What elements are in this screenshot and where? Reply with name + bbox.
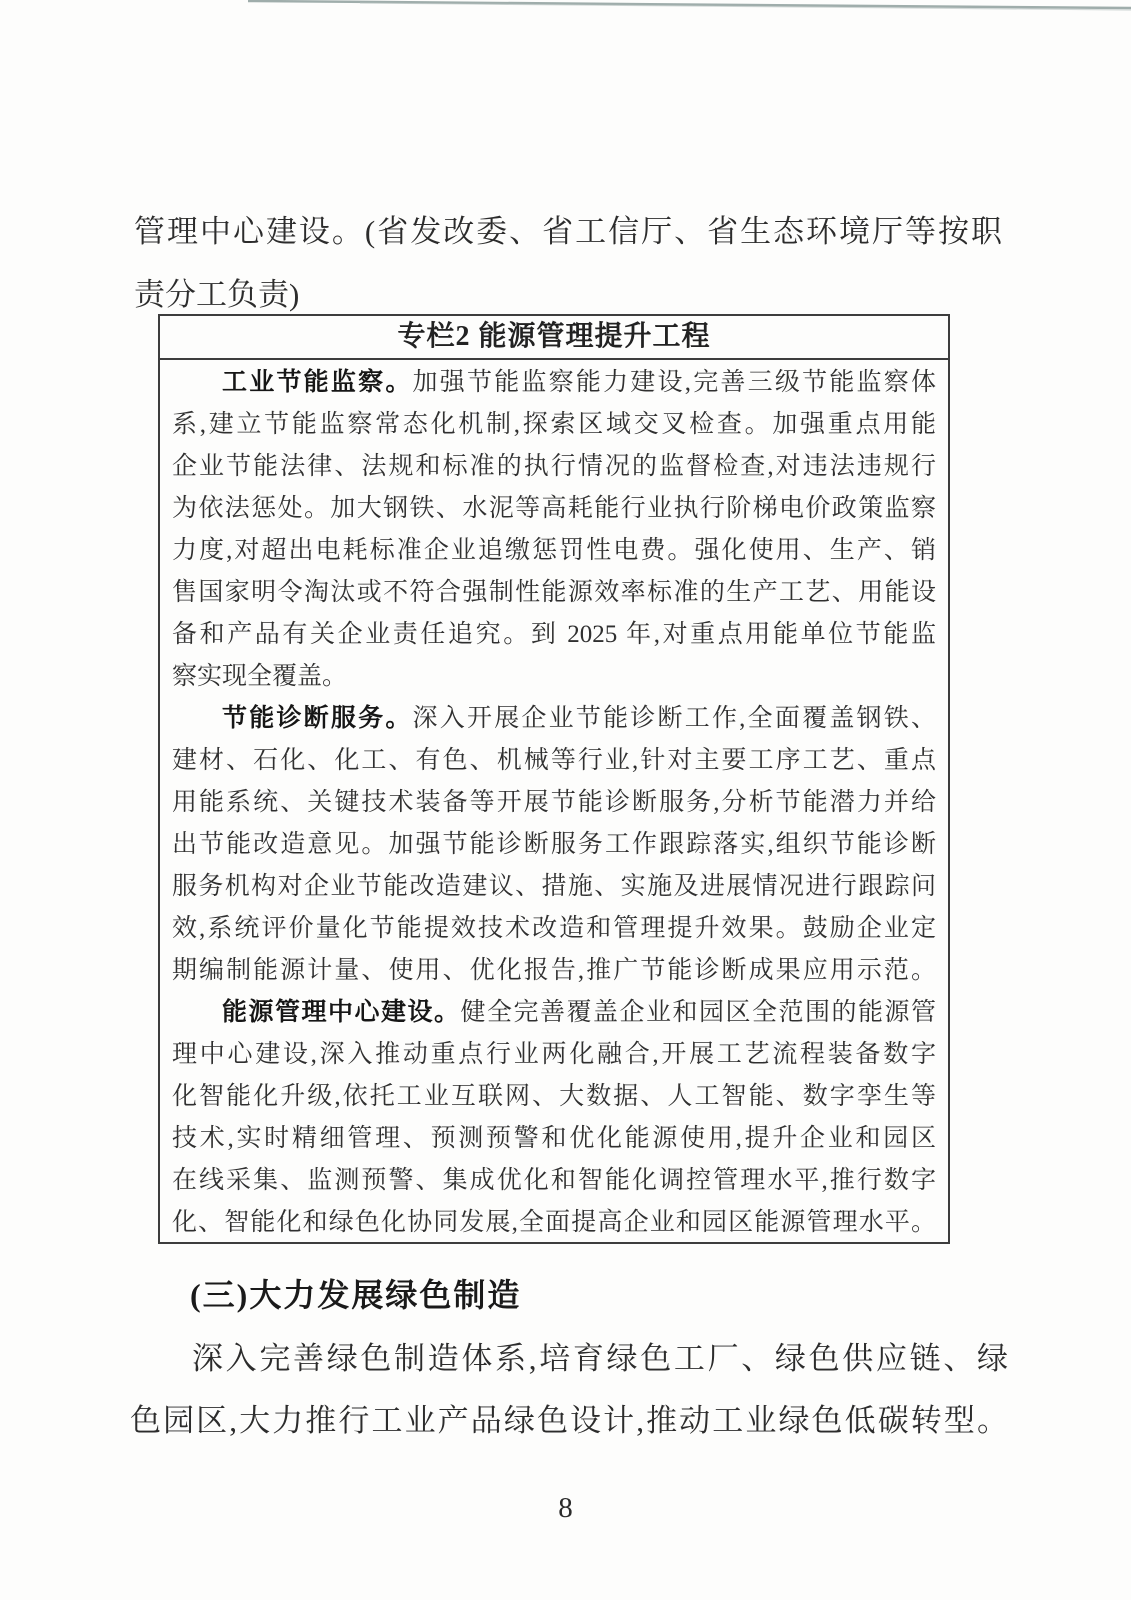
- scan-artifact-line: [0, 0, 1131, 14]
- text-line: 建材、石化、化工、有色、机械等行业,针对主要工序工艺、重点: [172, 747, 936, 774]
- text-line: 管理中心建设。(省发改委、省工信厅、省生态环境厅等按职: [134, 214, 1002, 249]
- closing-paragraph: [130, 1328, 1008, 1452]
- box-paragraph-industrial-energy-supervision: [172, 362, 936, 698]
- text-line: 节能诊断服务。深入开展企业节能诊断工作,全面覆盖钢铁、: [222, 705, 936, 732]
- text-line: 色园区,大力推行工业产品绿色设计,推动工业绿色低碳转型。: [130, 1403, 1008, 1438]
- text-line: 出节能改造意见。加强节能诊断服务工作跟踪落实,组织节能诊断: [172, 831, 936, 858]
- bold-lead-in: 节能诊断服务。: [222, 705, 413, 732]
- bold-lead-in: 工业节能监察。: [222, 369, 413, 396]
- text-line: 力度,对超出电耗标准企业追缴惩罚性电费。强化使用、生产、销: [172, 537, 936, 564]
- feature-box-body: [160, 360, 948, 1244]
- text-line: 系,建立节能监察常态化机制,探索区域交叉检查。加强重点用能: [172, 411, 936, 438]
- text-line: 技术,实时精细管理、预测预警和优化能源使用,提升企业和园区: [172, 1125, 936, 1152]
- text-line: 服务机构对企业节能改造建议、措施、实施及进展情况进行跟踪问: [172, 873, 936, 900]
- text-line: 在线采集、监测预警、集成优化和智能化调控管理水平,推行数字: [172, 1167, 936, 1194]
- text-line: 责分工负责): [134, 277, 300, 312]
- text-line: 备和产品有关企业责任追究。到 2025 年,对重点用能单位节能监: [172, 621, 936, 648]
- text-line: 理中心建设,深入推动重点行业两化融合,开展工艺流程装备数字: [172, 1041, 936, 1068]
- text-line: 能源管理中心建设。健全完善覆盖企业和园区全范围的能源管: [222, 999, 936, 1026]
- text-line: 为依法惩处。加大钢铁、水泥等高耗能行业执行阶梯电价政策监察: [172, 495, 936, 522]
- box-paragraph-energy-management-center: [172, 992, 936, 1244]
- text-line: 化智能化升级,依托工业互联网、大数据、人工智能、数字孪生等: [172, 1083, 936, 1110]
- top-paragraph: [134, 200, 1002, 326]
- text-line: 效,系统评价量化节能提效技术改造和管理提升效果。鼓励企业定: [172, 915, 936, 942]
- text-line: 深入完善绿色制造体系,培育绿色工厂、绿色供应链、绿: [192, 1341, 1008, 1376]
- text-line: 企业节能法律、法规和标准的执行情况的监督检查,对违法违规行: [172, 453, 936, 480]
- text-line: 化、智能化和绿色化协同发展,全面提高企业和园区能源管理水平。: [172, 1209, 936, 1236]
- box-paragraph-energy-diagnosis-service: [172, 698, 936, 992]
- text-line: 期编制能源计量、使用、优化报告,推广节能诊断成果应用示范。: [172, 957, 936, 984]
- bold-lead-in: 能源管理中心建设。: [222, 999, 461, 1026]
- text-line: 售国家明令淘汰或不符合强制性能源效率标准的生产工艺、用能设: [172, 579, 936, 606]
- section-heading: (三)大力发展绿色制造: [190, 1277, 522, 1313]
- text-line: 察实现全覆盖。: [172, 663, 348, 690]
- page-number: 8: [558, 1492, 573, 1524]
- feature-box: [158, 314, 950, 1244]
- text-line: 工业节能监察。加强节能监察能力建设,完善三级节能监察体: [222, 369, 936, 396]
- feature-box-title: 专栏2 能源管理提升工程: [160, 316, 948, 360]
- text-line: 用能系统、关键技术装备等开展节能诊断服务,分析节能潜力并给: [172, 789, 936, 816]
